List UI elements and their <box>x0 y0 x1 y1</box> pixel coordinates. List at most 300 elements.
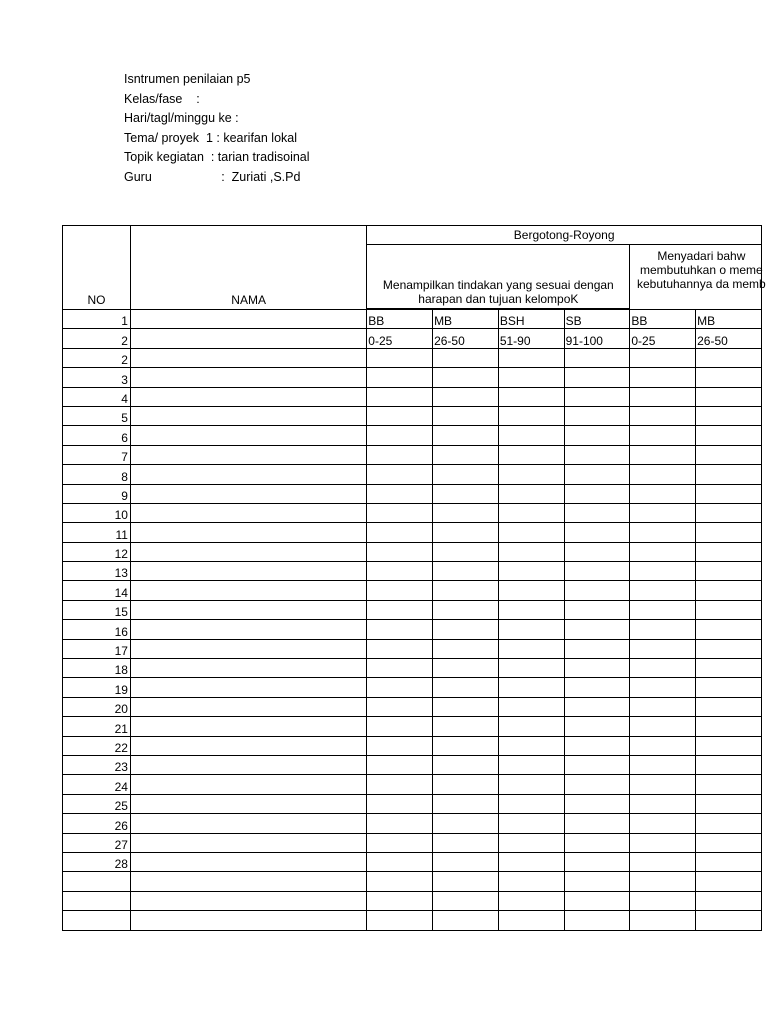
score-cell[interactable] <box>433 426 499 445</box>
table-row <box>63 891 762 910</box>
score-cell[interactable] <box>630 678 696 697</box>
score-cell[interactable] <box>367 348 433 367</box>
score-cell[interactable] <box>630 639 696 658</box>
score-cell[interactable] <box>498 659 564 678</box>
table-row <box>63 639 762 658</box>
score-cell[interactable] <box>696 542 762 561</box>
score-cell[interactable] <box>498 639 564 658</box>
table-row <box>63 368 762 387</box>
score-cell[interactable] <box>433 542 499 561</box>
score-cell[interactable] <box>696 484 762 503</box>
table-row <box>63 717 762 736</box>
name-cell[interactable] <box>130 697 366 716</box>
sub-header-menyadari-text: Menyadari bahw membutuhkan o meme kebutuhannya da memb <box>636 249 766 291</box>
range-cell: 91-100 <box>564 329 630 348</box>
score-cell[interactable] <box>498 465 564 484</box>
table-row <box>63 387 762 406</box>
name-cell[interactable] <box>130 872 366 891</box>
row-number: 3 <box>63 368 131 387</box>
table-row <box>63 406 762 425</box>
score-cell[interactable] <box>433 348 499 367</box>
score-cell[interactable] <box>498 406 564 425</box>
score-cell[interactable] <box>696 717 762 736</box>
score-cell[interactable] <box>498 523 564 542</box>
name-cell[interactable] <box>130 794 366 813</box>
score-cell[interactable] <box>696 911 762 930</box>
header-hari: Hari/tagl/minggu ke : <box>124 111 239 125</box>
score-cell[interactable] <box>367 814 433 833</box>
score-cell[interactable] <box>433 794 499 813</box>
score-cell[interactable] <box>630 620 696 639</box>
table-row <box>63 523 762 542</box>
table-row <box>63 872 762 891</box>
code-cell: BB <box>367 310 433 329</box>
score-cell[interactable] <box>564 794 630 813</box>
document-header <box>124 70 310 187</box>
row-number: 7 <box>63 445 131 464</box>
score-cell[interactable] <box>564 620 630 639</box>
name-cell[interactable] <box>130 852 366 871</box>
row-number: 20 <box>63 697 131 716</box>
score-cell[interactable] <box>367 581 433 600</box>
score-cell[interactable] <box>696 736 762 755</box>
name-cell[interactable] <box>130 814 366 833</box>
name-cell[interactable] <box>130 368 366 387</box>
name-cell[interactable] <box>130 426 366 445</box>
table-row <box>63 484 762 503</box>
score-cell[interactable] <box>696 426 762 445</box>
row-number: 14 <box>63 581 131 600</box>
code-cell: BSH <box>498 310 564 329</box>
score-cell[interactable] <box>564 600 630 619</box>
score-cell[interactable] <box>498 717 564 736</box>
score-cell[interactable] <box>498 775 564 794</box>
score-cell[interactable] <box>367 794 433 813</box>
assessment-table-wrapper <box>62 225 766 945</box>
score-cell[interactable] <box>564 755 630 774</box>
table-row <box>63 562 762 581</box>
row-number: 4 <box>63 387 131 406</box>
name-cell[interactable] <box>130 775 366 794</box>
score-cell[interactable] <box>630 852 696 871</box>
row-number: 13 <box>63 562 131 581</box>
name-cell[interactable] <box>130 659 366 678</box>
column-header-nama: NAMA <box>130 226 366 310</box>
score-cell[interactable] <box>367 639 433 658</box>
score-cell[interactable] <box>630 911 696 930</box>
score-cell[interactable] <box>367 697 433 716</box>
name-cell[interactable] <box>130 755 366 774</box>
score-cell[interactable] <box>630 600 696 619</box>
table-row <box>63 833 762 852</box>
score-cell[interactable] <box>498 426 564 445</box>
score-cell[interactable] <box>696 348 762 367</box>
score-cell[interactable] <box>564 348 630 367</box>
row-number: 9 <box>63 484 131 503</box>
score-cell[interactable] <box>630 465 696 484</box>
name-cell[interactable] <box>130 523 366 542</box>
score-cell[interactable] <box>630 406 696 425</box>
score-cell[interactable] <box>630 755 696 774</box>
range-cell: 26-50 <box>696 329 762 348</box>
table-row <box>63 659 762 678</box>
header-guru: Guru : Zuriati ,S.Pd <box>124 169 301 184</box>
score-cell[interactable] <box>498 755 564 774</box>
table-row-codes <box>63 310 762 329</box>
score-cell[interactable] <box>564 542 630 561</box>
score-cell[interactable] <box>696 891 762 910</box>
score-cell[interactable] <box>564 852 630 871</box>
score-cell[interactable] <box>630 542 696 561</box>
table-row <box>63 503 762 522</box>
score-cell[interactable] <box>564 387 630 406</box>
score-cell[interactable] <box>367 542 433 561</box>
score-cell[interactable] <box>564 717 630 736</box>
score-cell[interactable] <box>564 562 630 581</box>
code-cell: MB <box>696 310 762 329</box>
score-cell[interactable] <box>367 600 433 619</box>
table-row <box>63 911 762 930</box>
score-cell[interactable] <box>498 794 564 813</box>
score-cell[interactable] <box>433 503 499 522</box>
score-cell[interactable] <box>630 659 696 678</box>
table-row <box>63 755 762 774</box>
score-cell[interactable] <box>498 814 564 833</box>
score-cell[interactable] <box>367 911 433 930</box>
table-row <box>63 426 762 445</box>
score-cell[interactable] <box>498 872 564 891</box>
score-cell[interactable] <box>367 833 433 852</box>
name-cell[interactable] <box>130 465 366 484</box>
score-cell[interactable] <box>433 368 499 387</box>
row-number: 6 <box>63 426 131 445</box>
score-cell[interactable] <box>564 775 630 794</box>
score-cell[interactable] <box>433 523 499 542</box>
score-cell[interactable] <box>498 911 564 930</box>
score-cell[interactable] <box>630 697 696 716</box>
sub-header-menampilkan: Menampilkan tindakan yang sesuai dengan harapan dan tujuan kelompoK <box>367 245 630 309</box>
row-number: 21 <box>63 717 131 736</box>
table-row <box>63 581 762 600</box>
score-cell[interactable] <box>630 891 696 910</box>
name-cell[interactable] <box>130 639 366 658</box>
header-tema: Tema/ proyek 1 : kearifan lokal <box>124 130 297 145</box>
score-cell[interactable] <box>433 387 499 406</box>
name-cell[interactable] <box>130 387 366 406</box>
name-cell[interactable] <box>130 310 366 329</box>
score-cell[interactable] <box>498 736 564 755</box>
score-cell[interactable] <box>433 891 499 910</box>
name-cell[interactable] <box>130 445 366 464</box>
score-cell[interactable] <box>630 387 696 406</box>
score-cell[interactable] <box>630 794 696 813</box>
score-cell[interactable] <box>696 387 762 406</box>
score-cell[interactable] <box>696 406 762 425</box>
table-row <box>63 814 762 833</box>
score-cell[interactable] <box>433 659 499 678</box>
table-row <box>63 542 762 561</box>
score-cell[interactable] <box>564 736 630 755</box>
score-cell[interactable] <box>564 833 630 852</box>
header-title: Isntrumen penilaian p5 <box>124 72 251 86</box>
score-cell[interactable] <box>367 717 433 736</box>
score-cell[interactable] <box>367 406 433 425</box>
score-cell[interactable] <box>696 523 762 542</box>
row-number: 19 <box>63 678 131 697</box>
score-cell[interactable] <box>564 678 630 697</box>
range-cell: 0-25 <box>630 329 696 348</box>
score-cell[interactable] <box>433 775 499 794</box>
code-cell: SB <box>564 310 630 329</box>
score-cell[interactable] <box>367 775 433 794</box>
assessment-table <box>62 225 766 931</box>
score-cell[interactable] <box>696 814 762 833</box>
name-cell[interactable] <box>130 406 366 425</box>
score-cell[interactable] <box>498 678 564 697</box>
score-cell[interactable] <box>498 891 564 910</box>
score-cell[interactable] <box>498 542 564 561</box>
score-cell[interactable] <box>433 717 499 736</box>
header-kelas: Kelas/fase : <box>124 91 200 106</box>
row-number: 11 <box>63 523 131 542</box>
row-number: 8 <box>63 465 131 484</box>
row-number: 1 <box>63 310 131 329</box>
score-cell[interactable] <box>367 562 433 581</box>
score-cell[interactable] <box>367 368 433 387</box>
score-cell[interactable] <box>696 833 762 852</box>
score-cell[interactable] <box>433 445 499 464</box>
name-cell[interactable] <box>130 736 366 755</box>
score-cell[interactable] <box>367 891 433 910</box>
score-cell[interactable] <box>564 659 630 678</box>
score-cell[interactable] <box>696 755 762 774</box>
name-cell[interactable] <box>130 329 366 348</box>
table-row <box>63 852 762 871</box>
score-cell[interactable] <box>367 503 433 522</box>
score-cell[interactable] <box>367 852 433 871</box>
score-cell[interactable] <box>498 600 564 619</box>
score-cell[interactable] <box>433 736 499 755</box>
score-cell[interactable] <box>564 697 630 716</box>
score-cell[interactable] <box>564 814 630 833</box>
score-cell[interactable] <box>564 465 630 484</box>
score-cell[interactable] <box>498 484 564 503</box>
score-cell[interactable] <box>696 639 762 658</box>
name-cell[interactable] <box>130 600 366 619</box>
score-cell[interactable] <box>367 523 433 542</box>
score-cell[interactable] <box>367 659 433 678</box>
score-cell[interactable] <box>630 368 696 387</box>
score-cell[interactable] <box>498 387 564 406</box>
score-cell[interactable] <box>630 562 696 581</box>
score-cell[interactable] <box>696 620 762 639</box>
score-cell[interactable] <box>564 368 630 387</box>
score-cell[interactable] <box>433 465 499 484</box>
sub-header-menyadari <box>630 245 766 310</box>
score-cell[interactable] <box>696 872 762 891</box>
score-cell[interactable] <box>564 484 630 503</box>
score-cell[interactable] <box>696 697 762 716</box>
name-cell[interactable] <box>130 620 366 639</box>
score-cell[interactable] <box>433 678 499 697</box>
score-cell[interactable] <box>498 697 564 716</box>
score-cell[interactable] <box>367 387 433 406</box>
score-cell[interactable] <box>630 426 696 445</box>
score-cell[interactable] <box>498 562 564 581</box>
row-number: 15 <box>63 600 131 619</box>
table-row <box>63 736 762 755</box>
name-cell[interactable] <box>130 678 366 697</box>
score-cell[interactable] <box>433 852 499 871</box>
row-number: 17 <box>63 639 131 658</box>
score-cell[interactable] <box>630 833 696 852</box>
score-cell[interactable] <box>498 581 564 600</box>
score-cell[interactable] <box>630 814 696 833</box>
score-cell[interactable] <box>696 562 762 581</box>
name-cell[interactable] <box>130 503 366 522</box>
row-number: 16 <box>63 620 131 639</box>
row-number <box>63 891 131 910</box>
name-cell[interactable] <box>130 833 366 852</box>
header-topik: Topik kegiatan : tarian tradisoinal <box>124 150 310 164</box>
score-cell[interactable] <box>498 620 564 639</box>
row-number: 24 <box>63 775 131 794</box>
name-cell[interactable] <box>130 891 366 910</box>
name-cell[interactable] <box>130 348 366 367</box>
table-row <box>63 445 762 464</box>
score-cell[interactable] <box>498 833 564 852</box>
score-cell[interactable] <box>696 368 762 387</box>
score-cell[interactable] <box>433 697 499 716</box>
score-cell[interactable] <box>564 523 630 542</box>
score-cell[interactable] <box>498 445 564 464</box>
row-number <box>63 911 131 930</box>
score-cell[interactable] <box>367 872 433 891</box>
table-row <box>63 678 762 697</box>
score-cell[interactable] <box>433 639 499 658</box>
table-row <box>63 620 762 639</box>
code-cell: MB <box>433 310 499 329</box>
score-cell[interactable] <box>564 406 630 425</box>
table-row <box>63 465 762 484</box>
name-cell[interactable] <box>130 484 366 503</box>
name-cell[interactable] <box>130 911 366 930</box>
column-header-no: NO <box>63 226 131 310</box>
name-cell[interactable] <box>130 562 366 581</box>
score-cell[interactable] <box>498 852 564 871</box>
score-cell[interactable] <box>367 620 433 639</box>
row-number: 28 <box>63 852 131 871</box>
score-cell[interactable] <box>630 872 696 891</box>
score-cell[interactable] <box>630 503 696 522</box>
range-cell: 0-25 <box>367 329 433 348</box>
score-cell[interactable] <box>630 445 696 464</box>
score-cell[interactable] <box>696 581 762 600</box>
score-cell[interactable] <box>433 406 499 425</box>
score-cell[interactable] <box>630 484 696 503</box>
score-cell[interactable] <box>696 659 762 678</box>
score-cell[interactable] <box>433 581 499 600</box>
score-cell[interactable] <box>498 503 564 522</box>
score-cell[interactable] <box>630 581 696 600</box>
score-cell[interactable] <box>696 600 762 619</box>
score-cell[interactable] <box>564 445 630 464</box>
row-number: 27 <box>63 833 131 852</box>
score-cell[interactable] <box>696 678 762 697</box>
score-cell[interactable] <box>433 814 499 833</box>
score-cell[interactable] <box>433 562 499 581</box>
score-cell[interactable] <box>367 678 433 697</box>
name-cell[interactable] <box>130 542 366 561</box>
score-cell[interactable] <box>630 717 696 736</box>
table-row <box>63 348 762 367</box>
score-cell[interactable] <box>630 775 696 794</box>
score-cell[interactable] <box>564 639 630 658</box>
score-cell[interactable] <box>630 348 696 367</box>
score-cell[interactable] <box>630 736 696 755</box>
score-cell[interactable] <box>433 872 499 891</box>
score-cell[interactable] <box>367 484 433 503</box>
score-cell[interactable] <box>367 465 433 484</box>
row-number: 26 <box>63 814 131 833</box>
score-cell[interactable] <box>433 911 499 930</box>
range-cell: 51-90 <box>498 329 564 348</box>
row-number: 2 <box>63 329 131 348</box>
score-cell[interactable] <box>696 465 762 484</box>
score-cell[interactable] <box>367 445 433 464</box>
score-cell[interactable] <box>564 581 630 600</box>
score-cell[interactable] <box>433 484 499 503</box>
score-cell[interactable] <box>696 794 762 813</box>
group-header-bergotong-royong: Bergotong-Royong <box>367 226 762 245</box>
table-row <box>63 600 762 619</box>
row-number: 25 <box>63 794 131 813</box>
score-cell[interactable] <box>498 348 564 367</box>
row-number: 2 <box>63 348 131 367</box>
score-cell[interactable] <box>564 872 630 891</box>
score-cell[interactable] <box>433 600 499 619</box>
row-number <box>63 872 131 891</box>
score-cell[interactable] <box>564 891 630 910</box>
row-number: 12 <box>63 542 131 561</box>
row-number: 22 <box>63 736 131 755</box>
score-cell[interactable] <box>564 911 630 930</box>
score-cell[interactable] <box>696 852 762 871</box>
score-cell[interactable] <box>433 620 499 639</box>
score-cell[interactable] <box>696 445 762 464</box>
code-cell: BB <box>630 310 696 329</box>
table-row <box>63 697 762 716</box>
score-cell[interactable] <box>367 426 433 445</box>
score-cell[interactable] <box>433 833 499 852</box>
score-cell[interactable] <box>367 755 433 774</box>
row-number: 23 <box>63 755 131 774</box>
row-number: 5 <box>63 406 131 425</box>
score-cell[interactable] <box>433 755 499 774</box>
score-cell[interactable] <box>498 368 564 387</box>
score-cell[interactable] <box>696 775 762 794</box>
score-cell[interactable] <box>367 736 433 755</box>
score-cell[interactable] <box>564 503 630 522</box>
row-number: 18 <box>63 659 131 678</box>
score-cell[interactable] <box>630 523 696 542</box>
range-cell: 26-50 <box>433 329 499 348</box>
name-cell[interactable] <box>130 717 366 736</box>
table-row-ranges <box>63 329 762 348</box>
name-cell[interactable] <box>130 581 366 600</box>
score-cell[interactable] <box>696 503 762 522</box>
score-cell[interactable] <box>564 426 630 445</box>
